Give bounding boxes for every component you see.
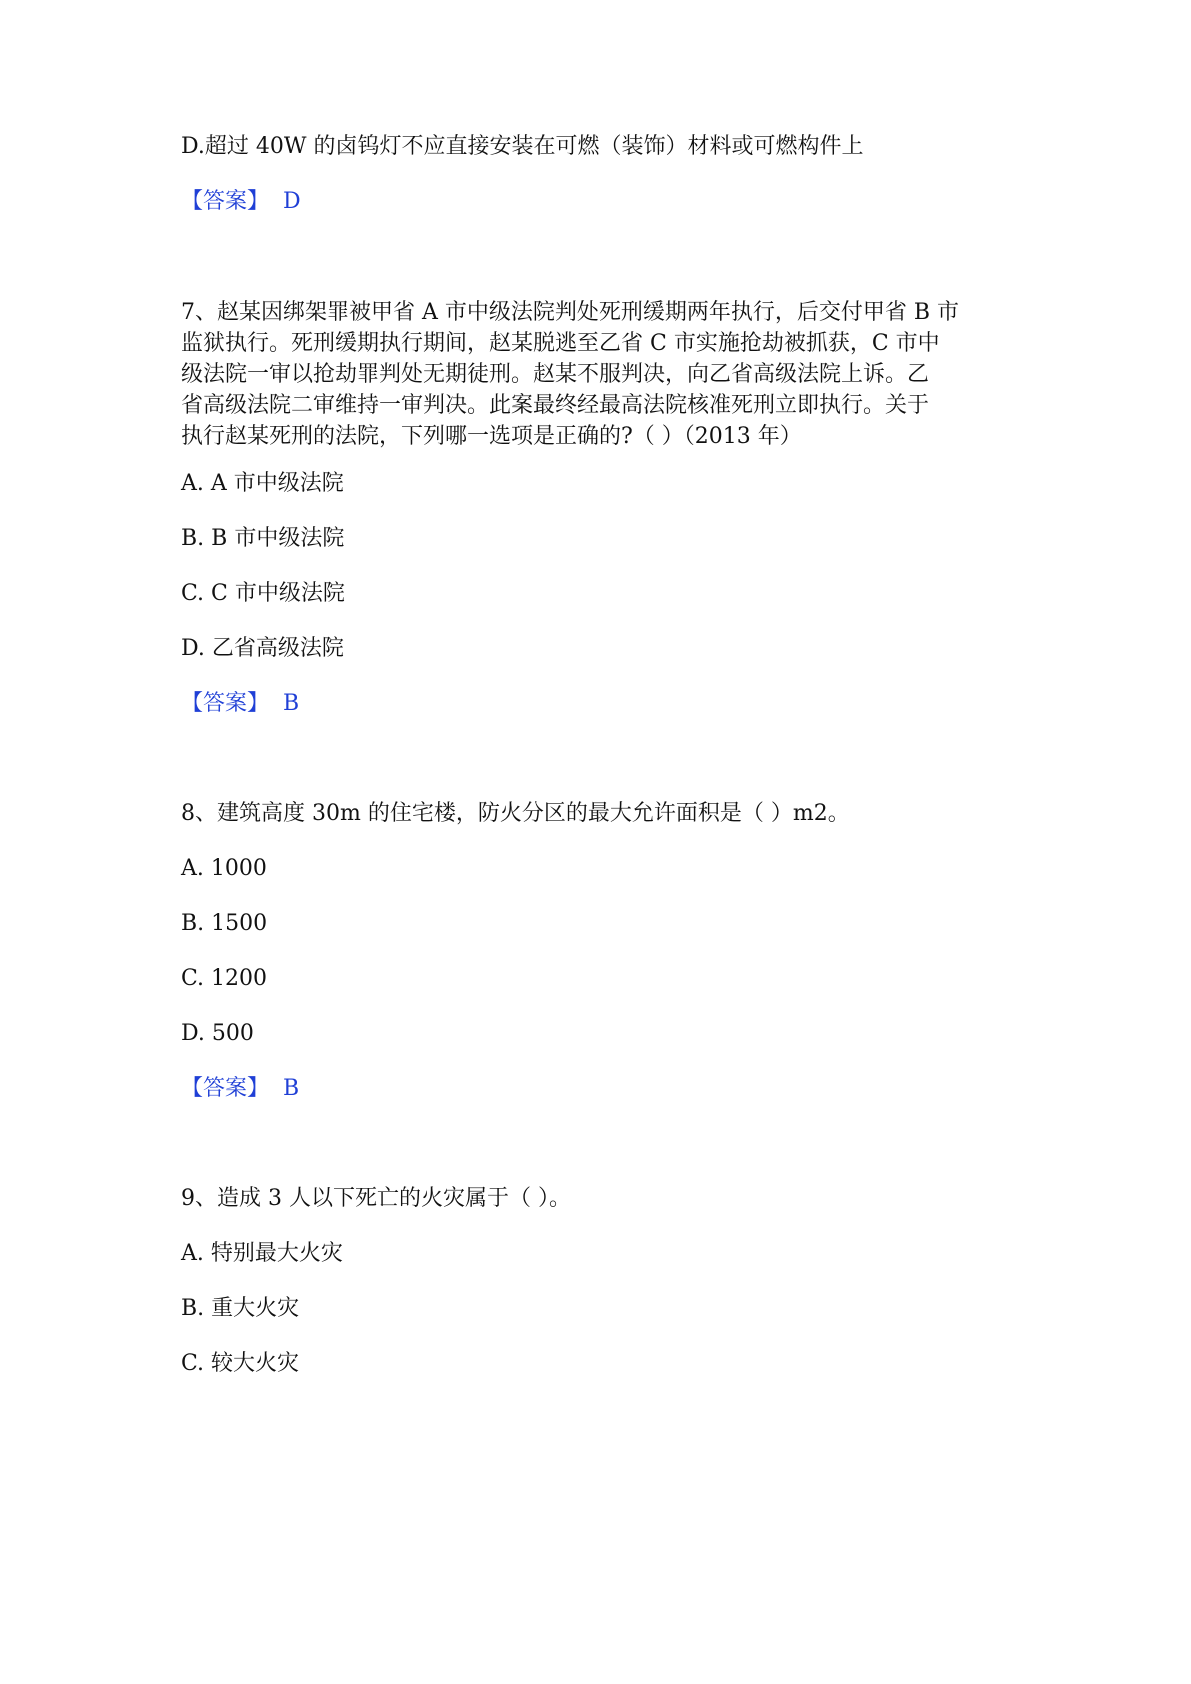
- question-9-stem: 9、造成 3 人以下死亡的火灾属于（ ）。: [181, 1186, 571, 1211]
- question-8-stem: 8、建筑高度 30m 的住宅楼，防火分区的最大允许面积是（ ）m2。: [181, 801, 850, 826]
- answer-line: [181, 186, 301, 217]
- option-b: B. B 市中级法院: [181, 526, 345, 551]
- option-b: B. 重大火灾: [181, 1296, 300, 1321]
- option-c: C. 较大火灾: [181, 1351, 300, 1376]
- answer-tag: 【答案】: [181, 189, 270, 214]
- answer-value: B: [283, 691, 300, 716]
- stem-line: 省高级法院二审维持一审判决。此案最终经最高法院核准死刑立即执行。关于: [181, 393, 930, 418]
- stem-line: 监狱执行。死刑缓期执行期间，赵某脱逃至乙省 C 市实施抢劫被抓获，C 市中: [181, 331, 940, 356]
- answer-line: [181, 688, 299, 719]
- option-d: D. 500: [181, 1021, 254, 1046]
- option-a: A. 特别最大火灾: [181, 1241, 343, 1266]
- answer-tag: 【答案】: [181, 691, 270, 716]
- stem-line: 7、赵某因绑架罪被甲省 A 市中级法院判处死刑缓期两年执行，后交付甲省 B 市: [181, 300, 960, 325]
- answer-value: D: [283, 189, 301, 214]
- option-c: C. C 市中级法院: [181, 581, 345, 606]
- option-c: C. 1200: [181, 966, 268, 991]
- answer-tag: 【答案】: [181, 1076, 270, 1101]
- option-a: A. A 市中级法院: [181, 471, 344, 496]
- stem-line: 级法院一审以抢劫罪判处无期徒刑。赵某不服判决，向乙省高级法院上诉。乙: [181, 362, 930, 387]
- answer-line: [181, 1073, 299, 1104]
- question-7-stem: [181, 297, 1011, 452]
- stem-line: 执行赵某死刑的法院，下列哪一选项是正确的?（ ）（2013 年）: [181, 424, 802, 449]
- option-d: D. 乙省高级法院: [181, 636, 344, 661]
- option-d: D.超过 40W 的卤钨灯不应直接安装在可燃（装饰）材料或可燃构件上: [181, 134, 864, 159]
- option-b: B. 1500: [181, 911, 268, 936]
- answer-value: B: [283, 1076, 300, 1101]
- option-a: A. 1000: [181, 856, 267, 881]
